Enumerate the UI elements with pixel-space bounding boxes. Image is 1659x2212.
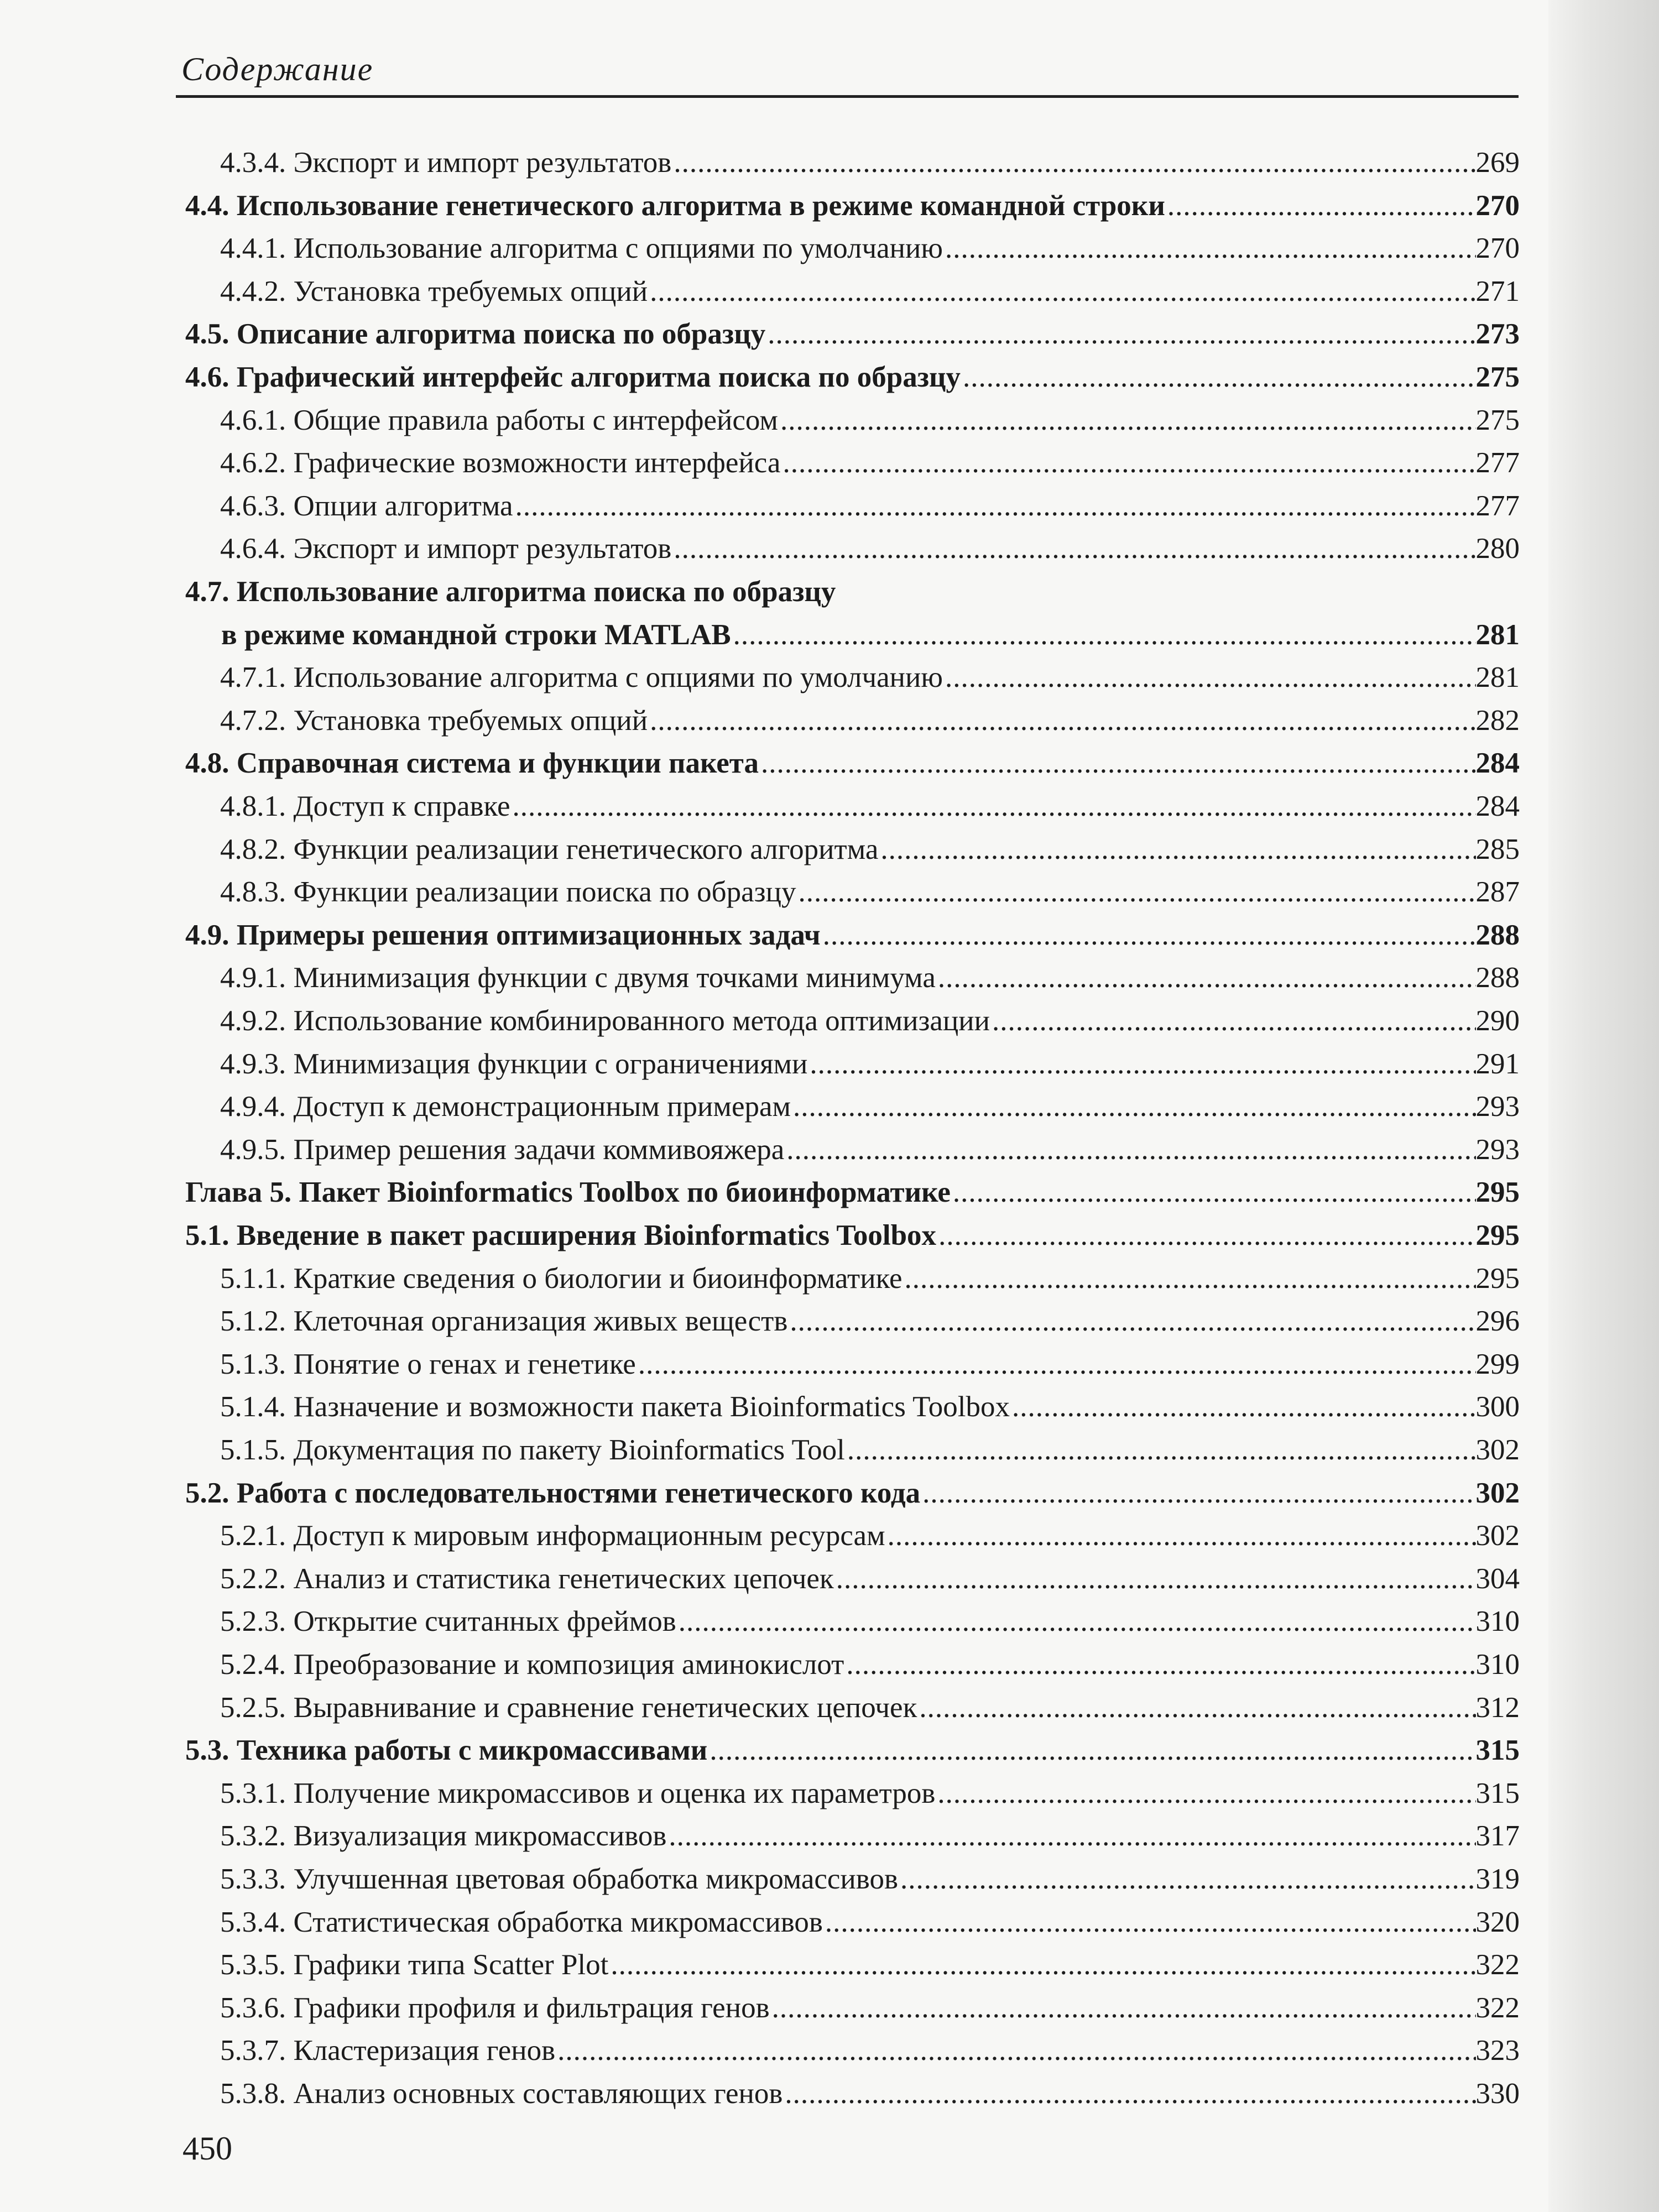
dot-leader (951, 1178, 1476, 1207)
toc-entry-page: 273 (1475, 318, 1520, 351)
dot-leader (787, 1307, 1475, 1336)
toc-entry-title: 5.1. Введение в пакет расширения Bioinformatics Toolbox (185, 1219, 937, 1251)
dot-leader (759, 749, 1476, 778)
running-head: Содержание (181, 51, 374, 87)
dot-leader (791, 1092, 1475, 1121)
toc-entry-title: 4.9.1. Минимизация функции с двумя точками минимума (220, 962, 936, 994)
toc-entry-title: 5.3.5. Графики типа Scatter Plot (220, 1949, 609, 1981)
dot-leader (513, 492, 1476, 521)
toc-entry-title: 5.1.1. Краткие сведения о биологии и биоинформатике (220, 1262, 902, 1295)
toc-entry-title: 4.6.4. Экспорт и импорт результатов (220, 533, 672, 565)
toc-entry-page: 295 (1475, 1219, 1520, 1251)
dot-leader (778, 406, 1476, 435)
toc-entry-page: 317 (1475, 1820, 1520, 1853)
toc-entry-title: 4.8. Справочная система и функции пакета (185, 747, 759, 780)
toc-entry-page: 284 (1475, 790, 1520, 822)
dot-leader (707, 1736, 1475, 1765)
dot-leader (807, 1050, 1475, 1079)
toc-entry (220, 1564, 1520, 1594)
dot-leader (636, 1350, 1476, 1379)
toc-entry-title: 5.2. Работа с последовательностями генетического кода (185, 1477, 921, 1509)
dot-leader (844, 1650, 1475, 1679)
toc-entry (185, 191, 1520, 221)
toc-entry-title: 5.2.2. Анализ и статистика генетических цепочек (220, 1562, 834, 1595)
toc-entry-title: 5.3.3. Улучшенная цветовая обработка микромассивов (220, 1863, 898, 1895)
dot-leader (608, 1950, 1475, 1980)
toc-entry-page: 302 (1475, 1477, 1520, 1509)
toc-entry (220, 963, 1520, 993)
toc-entry-page: 280 (1475, 533, 1520, 565)
toc-entry (220, 706, 1520, 735)
toc-entry-title: 5.2.5. Выравнивание и сравнение генетических цепочек (220, 1691, 917, 1724)
toc-entry-title: 5.3.1. Получение микромассивов и оценка их параметров (220, 1777, 936, 1809)
dot-leader (770, 1994, 1476, 2023)
toc-entry-title: 5.3.2. Визуализация микромассивов (220, 1820, 667, 1853)
toc-entry-title: 5.3.8. Анализ основных составляющих генов (220, 2078, 783, 2110)
toc-entry (185, 363, 1520, 392)
toc-entry-title: 4.3.4. Экспорт и импорт результатов (220, 147, 672, 179)
toc-entry-page: 293 (1475, 1091, 1520, 1123)
toc-entry (221, 620, 1520, 650)
toc-entry-title: 5.1.3. Понятие о генах и генетике (220, 1348, 636, 1380)
toc-entry-page: 281 (1475, 618, 1520, 651)
toc-entry-page: 296 (1475, 1305, 1520, 1338)
toc-entry (220, 1779, 1520, 1808)
toc-entry-page: 293 (1475, 1133, 1520, 1166)
dot-leader (648, 706, 1475, 735)
toc-entry-page: 275 (1475, 404, 1520, 436)
dot-leader (845, 1436, 1476, 1465)
toc-entry-title: 4.9.4. Доступ к демонстрационным примерам (220, 1091, 791, 1123)
toc-entry-page: 270 (1475, 189, 1520, 222)
toc-entry-page: 322 (1475, 1991, 1520, 2024)
toc-entry-page: 288 (1475, 919, 1520, 951)
toc-entry (220, 1006, 1520, 1036)
toc-entry-page: 288 (1475, 962, 1520, 994)
toc-entry-page: 300 (1475, 1391, 1520, 1423)
toc-entry-title: 4.4.1. Использование алгоритма с опциями по умолчанию (220, 232, 943, 265)
dot-leader (920, 1479, 1475, 1508)
toc-entry-title: 4.8.1. Доступ к справке (220, 790, 510, 822)
toc-entry (220, 1436, 1520, 1465)
toc-entry (185, 1221, 1520, 1250)
toc-entry (220, 1950, 1520, 1980)
toc-entry-page: 302 (1475, 1434, 1520, 1466)
toc-entry (185, 577, 1520, 607)
toc-entry (185, 921, 1520, 950)
toc-entry-page: 277 (1475, 489, 1520, 522)
toc-entry-page: 330 (1475, 2078, 1520, 2110)
toc-entry (220, 406, 1520, 435)
toc-entry (185, 1178, 1520, 1207)
toc-entry-page: 312 (1475, 1691, 1520, 1724)
toc-entry (220, 792, 1520, 821)
toc-entry (185, 1736, 1520, 1765)
toc-entry-page: 322 (1475, 1949, 1520, 1981)
toc-entry-title: 4.4. Использование генетического алгоритма в режиме командной строки (185, 189, 1165, 222)
toc-entry-title: 4.9.5. Пример решения задачи коммивояжера (220, 1133, 785, 1166)
dot-leader (780, 448, 1475, 478)
toc-entry-title: 4.6.3. Опции алгоритма (220, 489, 513, 522)
dot-leader (510, 792, 1475, 821)
toc-entry (220, 663, 1520, 692)
toc-entry-page: 310 (1475, 1605, 1520, 1638)
toc-entry-title: 5.1.4. Назначение и возможности пакета Bioinformatics Toolbox (220, 1391, 1010, 1423)
toc-entry-title: 5.2.1. Доступ к мировым информационным ресурсам (220, 1520, 885, 1552)
toc-entry-title: 4.8.3. Функции реализации поиска по образцу (220, 876, 796, 909)
toc-entry-page: 290 (1475, 1005, 1520, 1037)
toc-entry (220, 2036, 1520, 2065)
toc-entry (220, 1991, 1520, 2024)
toc-entry-page: 275 (1475, 361, 1520, 393)
toc-entry (185, 749, 1520, 778)
dot-leader (676, 1607, 1476, 1636)
toc-entry (220, 1607, 1520, 1636)
dot-leader (671, 148, 1475, 178)
dot-leader (878, 835, 1475, 864)
toc-entry-title: в режиме командной строки MATLAB (221, 618, 731, 651)
toc-entry-page: 281 (1475, 661, 1520, 694)
toc-entry-page: 315 (1475, 1777, 1520, 1809)
toc-entry (220, 534, 1520, 564)
toc-entry (185, 1479, 1520, 1508)
toc-entry-page: 287 (1475, 876, 1520, 909)
toc-entry (220, 448, 1520, 478)
toc-entry (220, 835, 1520, 864)
dot-leader (990, 1006, 1475, 1036)
toc-entry (220, 234, 1520, 263)
toc-entry (220, 1693, 1520, 1723)
toc-entry-title: 4.5. Описание алгоритма поиска по образцу (185, 318, 766, 351)
toc-entry (220, 2079, 1520, 2109)
toc-entry-page: 270 (1475, 232, 1520, 265)
dot-leader (898, 1865, 1476, 1894)
dot-leader (1165, 191, 1476, 221)
toc-entry (220, 1092, 1520, 1121)
dot-leader (885, 1521, 1476, 1551)
toc-entry-title: 4.6. Графический интерфейс алгоритма поиска по образцу (185, 361, 961, 393)
toc-entry (220, 277, 1520, 306)
dot-leader (731, 620, 1476, 650)
dot-leader (666, 1822, 1475, 1851)
toc-entry-page: 295 (1475, 1262, 1520, 1295)
dot-leader (821, 921, 1476, 950)
toc-entry (220, 1135, 1520, 1165)
toc-entry-title: 4.9.3. Минимизация функции с ограничениями (220, 1047, 808, 1080)
page-number: 450 (182, 2130, 232, 2167)
dot-leader (834, 1564, 1476, 1594)
dot-leader (936, 1221, 1475, 1250)
toc-entry (220, 1264, 1520, 1293)
dot-leader (555, 2036, 1475, 2065)
dot-leader (943, 234, 1476, 263)
dot-leader (784, 1135, 1475, 1165)
toc-entry-page: 271 (1475, 275, 1520, 307)
toc-entry (220, 1908, 1520, 1937)
toc-entry-page: 302 (1475, 1520, 1520, 1552)
dot-leader (936, 963, 1476, 993)
toc-entry-title: 5.3.7. Кластеризация генов (220, 2034, 556, 2067)
toc-entry-page: 319 (1475, 1863, 1520, 1895)
toc-entry (220, 1521, 1520, 1551)
dot-leader (823, 1908, 1476, 1937)
dot-leader (782, 2079, 1475, 2109)
toc-entry (220, 1350, 1520, 1379)
toc-entry (220, 1047, 1520, 1080)
toc-entry-page: 282 (1475, 704, 1520, 737)
toc-entry-title: 5.3. Техника работы с микромассивами (185, 1734, 708, 1767)
toc-entry-page: 277 (1475, 447, 1520, 479)
dot-leader (943, 663, 1476, 692)
toc-entry-title: 5.3.4. Статистическая обработка микромассивов (220, 1906, 823, 1938)
toc-entry-page: 285 (1475, 833, 1520, 865)
toc-entry (220, 1307, 1520, 1336)
toc-entry-title: 5.2.4. Преобразование и композиция аминокислот (220, 1648, 844, 1681)
dot-leader (648, 277, 1475, 306)
dot-leader (796, 878, 1475, 907)
dot-leader (935, 1779, 1475, 1808)
toc-entry-title: 5.2.3. Открытие считанных фреймов (220, 1605, 676, 1638)
toc-entry-page: 299 (1475, 1348, 1520, 1380)
toc-entry (220, 148, 1520, 178)
toc-entry-page: 291 (1475, 1047, 1520, 1080)
toc-entry-page: 315 (1475, 1734, 1520, 1767)
toc-entry-title: 4.7.1. Использование алгоритма с опциями по умолчанию (220, 661, 943, 694)
toc-entry-page: 310 (1475, 1648, 1520, 1681)
toc-entry-page: 284 (1475, 747, 1520, 780)
toc-entry (220, 1822, 1520, 1851)
toc-entry-title: 4.8.2. Функции реализации генетического алгоритма (220, 833, 879, 865)
toc-entry (220, 878, 1520, 907)
dot-leader (961, 363, 1475, 392)
dot-leader (1010, 1392, 1475, 1422)
toc-entry-page: 269 (1475, 147, 1520, 179)
dot-leader (902, 1264, 1476, 1293)
dot-leader (917, 1693, 1475, 1723)
toc-entry (220, 489, 1520, 522)
toc-entry-title: 4.7. Использование алгоритма поиска по образцу (185, 576, 836, 608)
toc-entry-title: 4.4.2. Установка требуемых опций (220, 275, 648, 307)
dot-leader (765, 320, 1475, 349)
toc-entry (220, 1865, 1520, 1894)
toc-entry-title: 4.9. Примеры решения оптимизационных задач (185, 919, 821, 951)
toc-entry-title: Глава 5. Пакет Bioinformatics Toolbox по биоинформатике (185, 1176, 951, 1209)
dot-leader (671, 534, 1475, 564)
toc-entry-title: 4.9.2. Использование комбинированного метода оптимизации (220, 1005, 990, 1037)
toc-entry-title: 5.3.6. Графики профиля и фильтрация генов (220, 1991, 770, 2024)
toc-entry-page: 304 (1475, 1562, 1520, 1595)
toc-entry-page: 320 (1475, 1906, 1520, 1938)
toc-entry-title: 5.1.2. Клеточная организация живых веществ (220, 1305, 788, 1338)
toc-entry-title: 4.6.1. Общие правила работы с интерфейсом (220, 404, 778, 436)
toc-entry (185, 320, 1520, 349)
toc-entry-title: 4.7.2. Установка требуемых опций (220, 704, 648, 737)
toc-entry (220, 1392, 1520, 1422)
toc-entry-title: 4.6.2. Графические возможности интерфейса (220, 447, 781, 479)
toc-entry-page: 295 (1475, 1176, 1520, 1209)
toc-entry (220, 1650, 1520, 1679)
toc-entry-page: 323 (1475, 2034, 1520, 2067)
toc-entry-title: 5.1.5. Документация по пакету Bioinformatics Tool (220, 1434, 845, 1466)
